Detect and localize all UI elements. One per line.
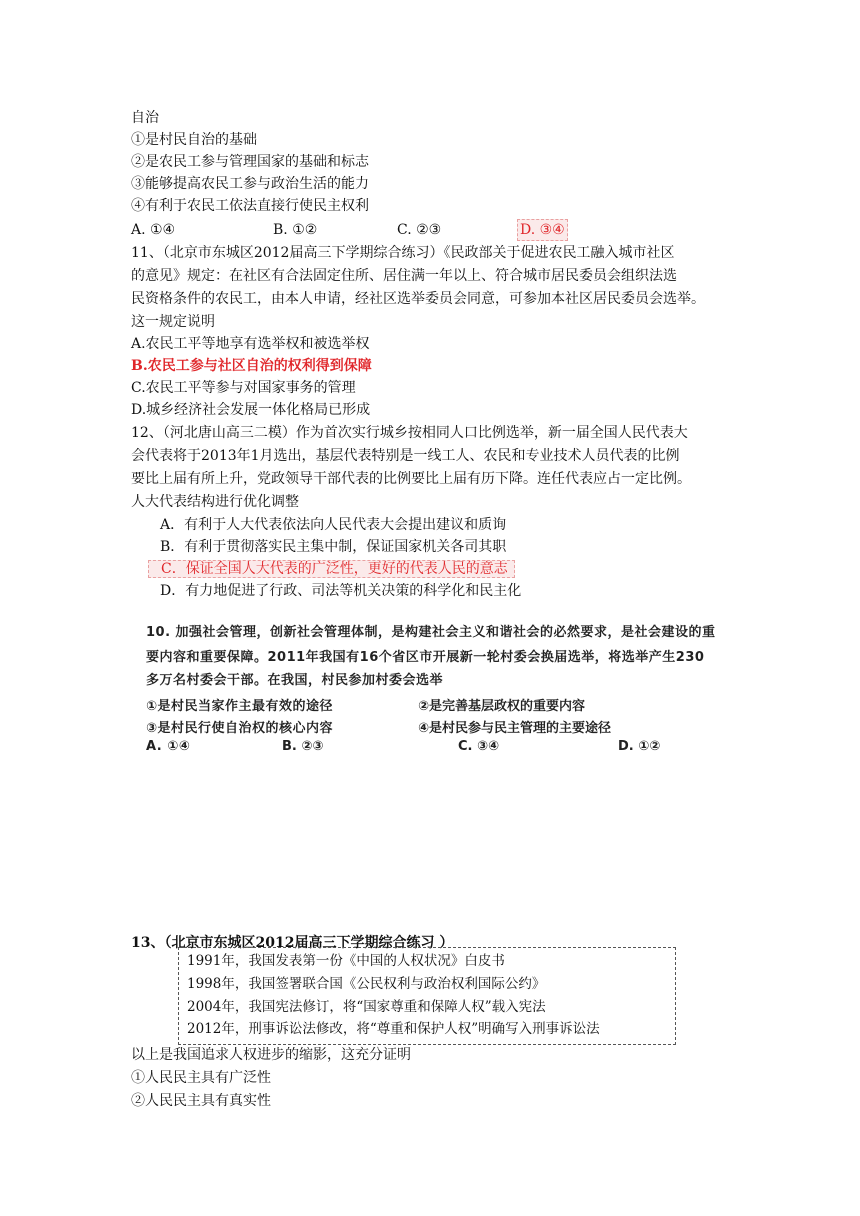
option-3: ③能够提高农民工参与政治生活的能力 xyxy=(131,176,369,192)
option-2: ②是农民工参与管理国家的基础和标志 xyxy=(131,154,369,170)
choice-d-answer: D. ③④ xyxy=(517,219,568,241)
q10-choice-b: B. ②③ xyxy=(282,739,324,754)
q11-line-3: 民资格条件的农民工，由本人申请，经社区选举委员会同意，可参加本社区居民委员会选举。 xyxy=(131,291,705,307)
choice-a: A. ①④ xyxy=(131,222,176,238)
q11-choice-a: A.农民工平等地享有选举权和被选举权 xyxy=(131,336,370,352)
q11-choice-b-answer: B.农民工参与社区自治的权利得到保障 xyxy=(131,358,372,374)
q13-option-1: ①人民民主具有广泛性 xyxy=(131,1070,271,1086)
q10-option-3: ③是村民行使自治权的核心内容 xyxy=(146,721,334,736)
timeline-entry: 1998年，我国签署联合国《公民权利与政治权利国际公约》 xyxy=(187,976,546,992)
q10-choice-c: C. ③④ xyxy=(458,739,500,754)
q12-line-1: 12、（河北唐山高三二模）作为首次实行城乡按相同人口比例选举，新一届全国人民代表大 xyxy=(131,425,688,441)
q10-line-3: 多万名村委会干部。在我国，村民参加村委会选举 xyxy=(146,673,444,688)
q13-stem: 以上是我国追求人权进步的缩影，这充分证明 xyxy=(131,1047,411,1063)
q10-option-4: ④是村民参与民主管理的主要途径 xyxy=(418,721,612,736)
timeline-entry: 1991年，我国发表第一份《中国的人权状况》白皮书 xyxy=(187,953,505,969)
q12-choice-d: D．有力地促进了行政、司法等机关决策的科学化和民主化 xyxy=(160,583,522,599)
q12-choice-c-text: C．保证全国人大代表的广泛性，更好的代表人民的意志 xyxy=(148,560,515,578)
option-4: ④有利于农民工依法直接行使民主权利 xyxy=(131,198,369,214)
prev-question-options xyxy=(131,219,568,241)
q13-title: 13、（北京市东城区2012届高三下学期综合练习 ） xyxy=(131,935,454,951)
q10-line-1: 10. 加强社会管理，创新社会管理体制，是构建社会主义和谐社会的必然要求，是社会建设的重 xyxy=(146,625,716,640)
q13-option-2: ②人民民主具有真实性 xyxy=(131,1093,271,1109)
q13-timeline-box xyxy=(178,947,676,1045)
q10-option-1: ①是村民当家作主最有效的途径 xyxy=(146,699,334,714)
q12-line-3: 要比上届有所上升，党政领导干部代表的比例要比上届有历下降。连任代表应占一定比例。 xyxy=(131,471,691,487)
q10-choice-d: D. ①② xyxy=(618,739,661,754)
q11-line-1: 11、（北京市东城区2012届高三下学期综合练习）《民政部关于促进农民工融入城市社区 xyxy=(131,245,675,261)
choice-c: C. ②③ xyxy=(397,222,442,238)
q11-line-2: 的意见》规定：在社区有合法固定住所、居住满一年以上、符合城市居民委员会组织法选 xyxy=(131,268,677,284)
text-line: 自治 xyxy=(131,110,159,126)
q11-line-4: 这一规定说明 xyxy=(131,314,215,330)
choice-b: B. ①② xyxy=(273,222,318,238)
q11-choice-d: D.城乡经济社会发展一体化格局已形成 xyxy=(131,402,371,418)
timeline-entry: 2004年，我国宪法修订，将“国家尊重和保障人权”载入宪法 xyxy=(187,999,546,1015)
q12-choice-b: B．有利于贯彻落实民主集中制，保证国家机关各司其职 xyxy=(160,539,507,555)
q12-choice-c-answer xyxy=(148,559,515,579)
q12-choice-a: A．有利于人大代表依法向人民代表大会提出建议和质询 xyxy=(160,517,507,533)
option-1: ①是村民自治的基础 xyxy=(131,132,257,148)
q10-choice-a: A. ①④ xyxy=(146,739,191,754)
q11-choice-c: C.农民工平等参与对国家事务的管理 xyxy=(131,380,356,396)
q12-line-4: 人大代表结构进行优化调整 xyxy=(131,494,299,510)
q10-option-2: ②是完善基层政权的重要内容 xyxy=(418,699,586,714)
q10-line-2: 要内容和重要保障。2011年我国有16个省区市开展新一轮村委会换届选举，将选举产生230 xyxy=(146,650,705,665)
q10-scanned-image xyxy=(140,606,716,756)
q12-line-2: 会代表将于2013年1月选出，基层代表特别是一线工人、农民和专业技术人员代表的比例 xyxy=(131,448,680,464)
timeline-entry: 2012年，刑事诉讼法修改，将“尊重和保护人权”明确写入刑事诉讼法 xyxy=(187,1021,600,1037)
